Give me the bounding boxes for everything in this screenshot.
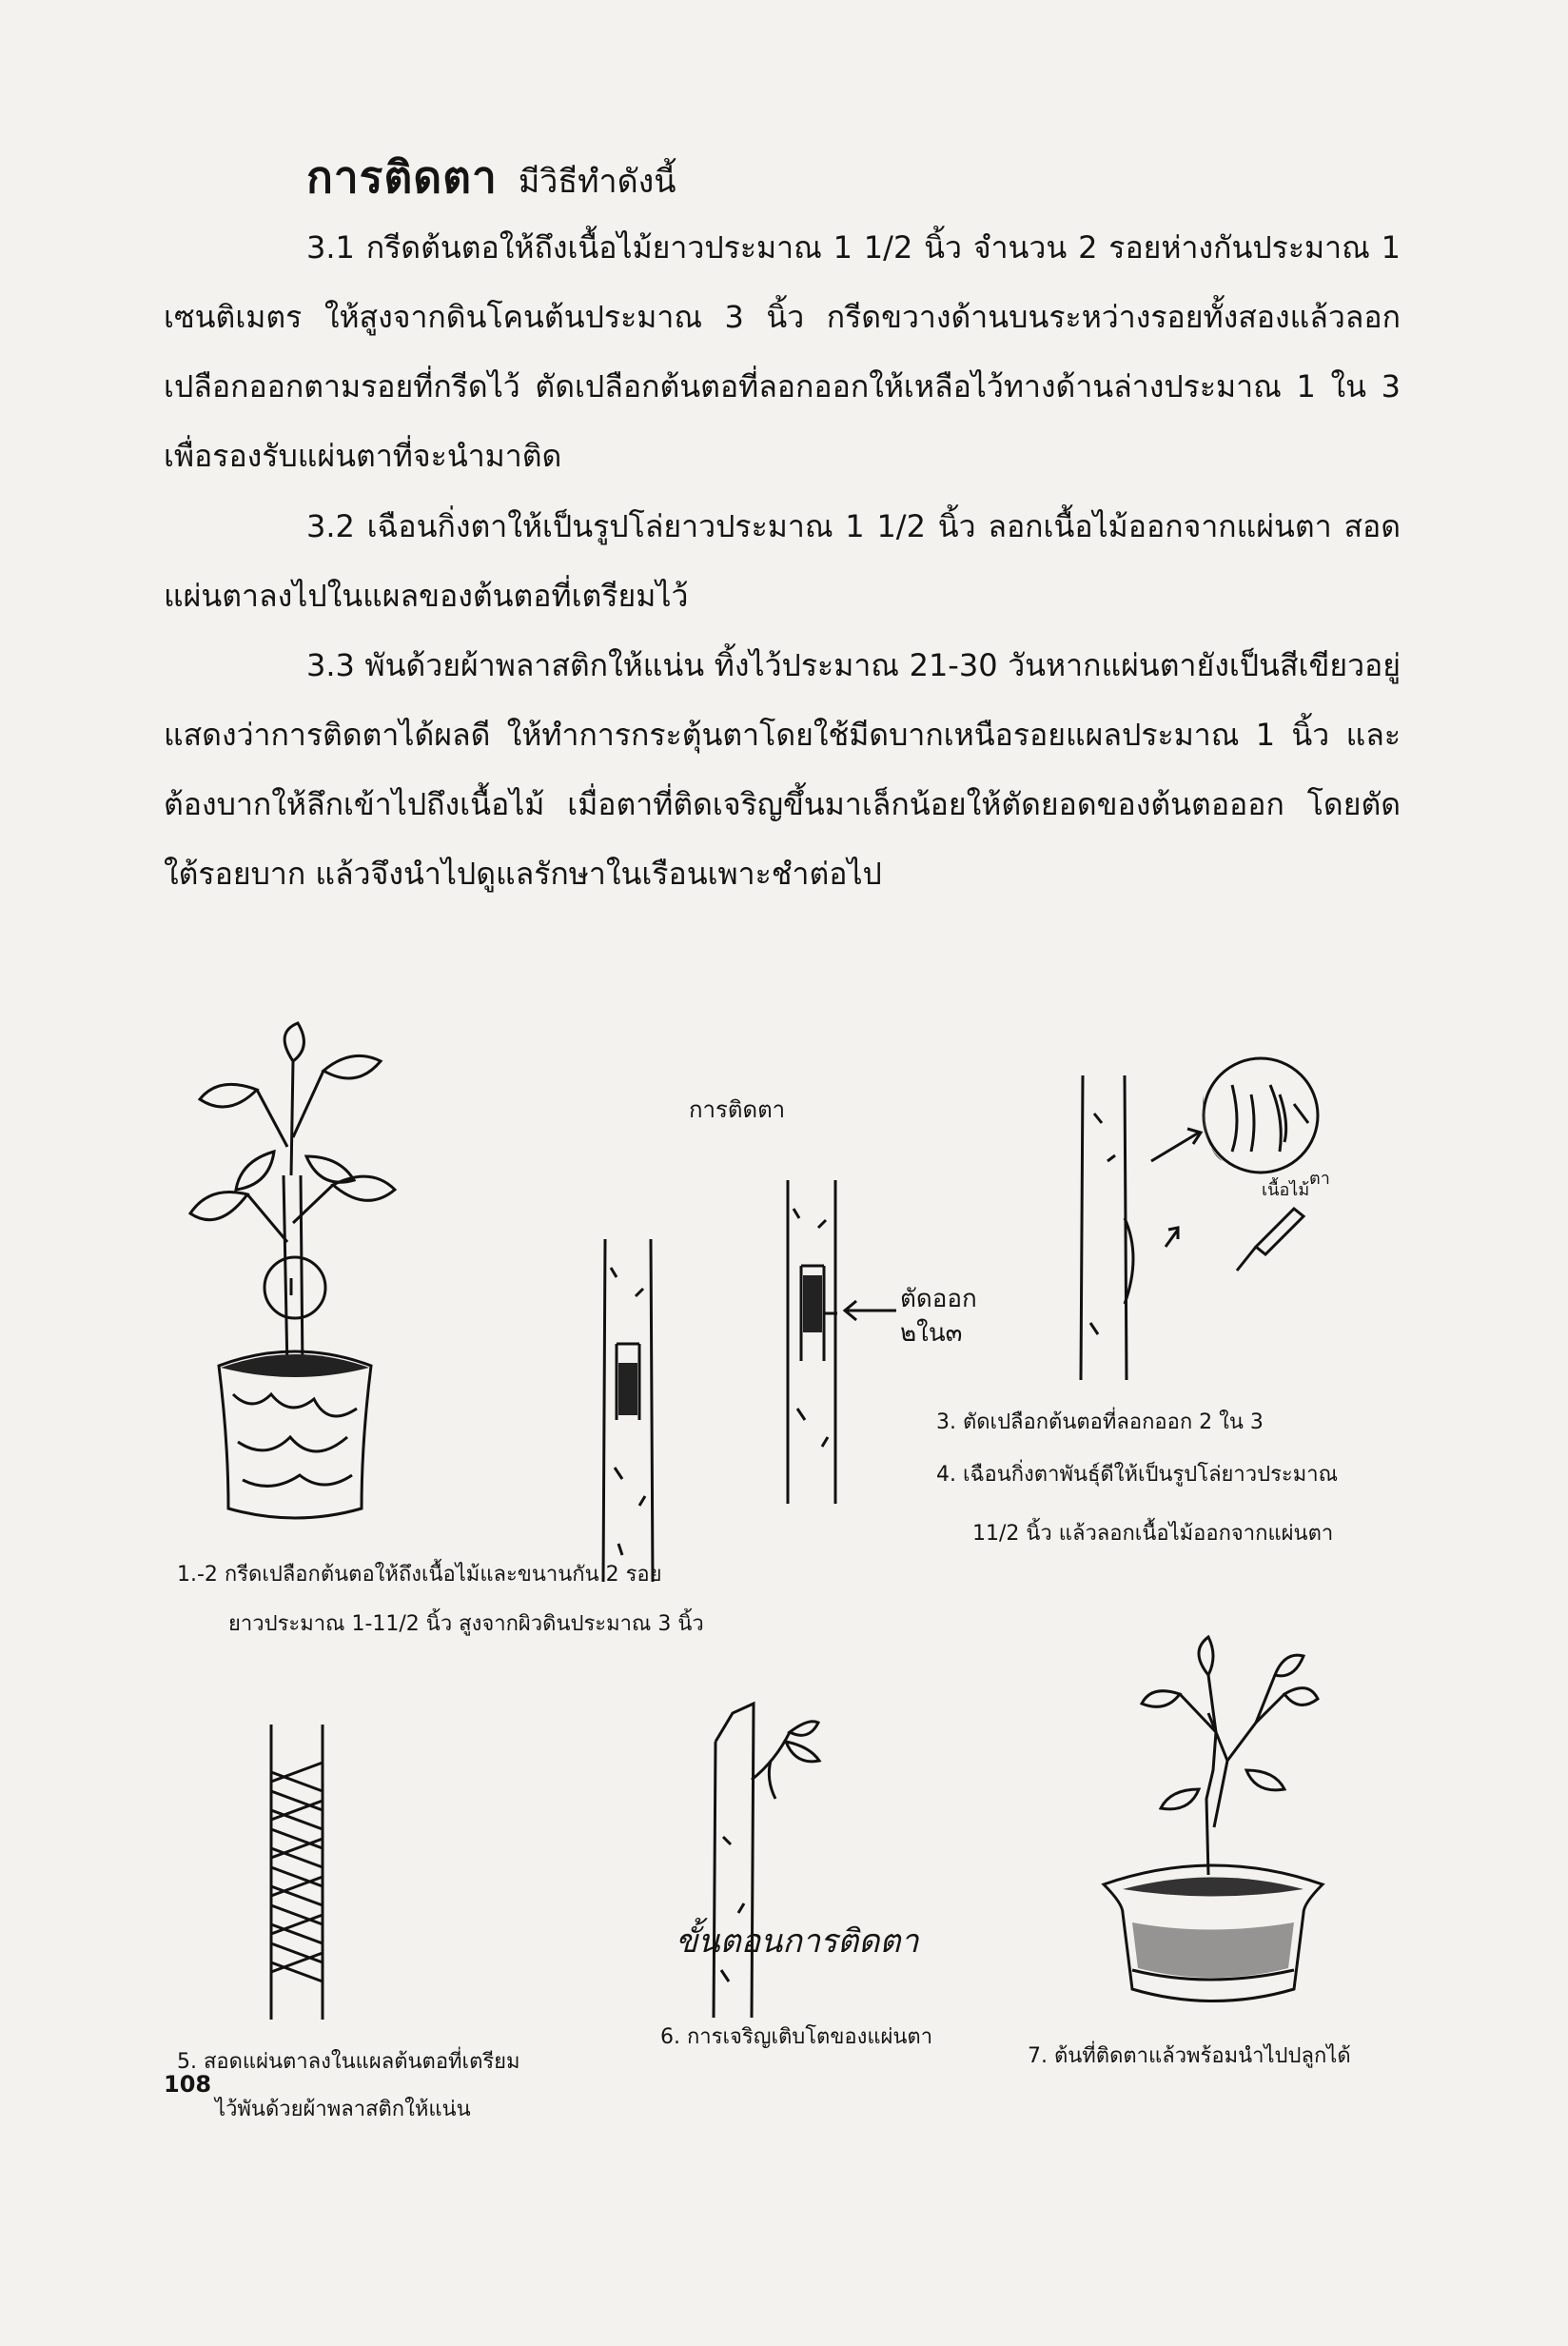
paragraph-3-3: 3.3 พันด้วยผ้าพลาสติกให้แน่น ทิ้งไว้ประมาณ 21-30 วันหากแผ่นตายังเป็นสีเขียวอยู่แสดงว่าการติดตาได้ผลดี ให้ทำการกระตุ้นตาโดยใช้มีดบากเหนือรอยแผลประมาณ 1 นิ้ว และต้องบากให้ลึกเข้าไปถึงเนื้อไม้ เมื่อตาที่ติดเจริญขึ้นมาเล็กน้อยให้ตัดยอดของต้นตอออก โดยตัดใต้รอยบาก แล้วจึงนำไปดูแลรักษาในเรือนเพาะชำต่อไป <box>164 647 1401 892</box>
caption-4-line1: 4. เฉือนกิ่งตาพันธุ์ดีให้เป็นรูปโล่ยาวประมาณ <box>936 1463 1339 1487</box>
paragraph-3-1: 3.1 กรีดต้นตอให้ถึงเนื้อไม้ยาวประมาณ 1 1/2 นิ้ว จำนวน 2 รอยห่างกันประมาณ 1 เซนติเมตร ให้สูงจากดินโคนต้นประมาณ 3 นิ้ว กรีดขวางด้านบนระหว่างรอยทั้งสองแล้วลอกเปลือกออกตามรอยที่กรีดไว้ ตัดเปลือกต้นตอที่ลอกออกให้เหลือไว้ทางด้านล่างประมาณ 1 ใน 3 เพื่อรองรับแผ่นตาที่จะนำมาติด <box>164 229 1401 474</box>
figure-title: การติดตา <box>689 1096 786 1123</box>
label-wood: เนื้อไม้ <box>1262 1180 1310 1200</box>
caption-6: 6. การเจริญเติบโตของแผ่นตา <box>660 2025 933 2049</box>
caption-4-line2: 11/2 นิ้ว แล้วลอกเนื้อไม้ออกจากแผ่นตา <box>972 1522 1334 1546</box>
wrapped-stem-illustration <box>262 1725 338 2020</box>
heading-rest: มีวิธีทำดังนี้ <box>518 163 676 201</box>
bud-growth-illustration <box>695 1704 847 2018</box>
section-heading <box>306 143 676 212</box>
arrow-icon <box>839 1296 896 1325</box>
caption-7: 7. ต้นที่ติดตาแล้วพร้อมนำไปปลูกได้ <box>1028 2044 1351 2068</box>
bark-cut-illustration <box>780 1180 847 1504</box>
figure-main-caption: ขั้นตอนการติดตา <box>676 1922 919 1961</box>
label-cut-off: ตัดออก <box>900 1285 977 1313</box>
caption-5-line2: ไว้พันด้วยผ้าพลาสติกให้แน่น <box>215 2098 471 2121</box>
paragraph-3-2: 3.2 เฉือนกิ่งตาให้เป็นรูปโล่ยาวประมาณ 1 1/2 นิ้ว ลอกเนื้อไม้ออกจากแผ่นตา สอดแผ่นตาลงไปในแผลของต้นตอที่เตรียมไว้ <box>164 508 1401 614</box>
slit-rootstock-illustration <box>598 1239 664 1582</box>
caption-1-2-line2: ยาวประมาณ 1-11/2 นิ้ว สูงจากผิวดินประมาณ 3 นิ้ว <box>228 1612 704 1636</box>
page-number: 108 <box>164 2071 212 2098</box>
label-two-thirds: ๒ใน๓ <box>900 1319 963 1348</box>
heading-bold: การติดตา <box>306 151 498 203</box>
caption-1-2-line1: 1.-2 กรีดเปลือกต้นตอให้ถึงเนื้อไม้และขนานกัน 2 รอย <box>177 1563 662 1587</box>
shield-bud-illustration <box>1066 1056 1351 1380</box>
caption-3: 3. ตัดเปลือกต้นตอที่ลอกออก 2 ใน 3 <box>936 1410 1264 1434</box>
caption-5-line1: 5. สอดแผ่นตาลงในแผลต้นตอที่เตรียม <box>177 2050 520 2074</box>
potted-rootstock-illustration <box>181 1033 409 1528</box>
label-bud: ตา <box>1309 1169 1330 1189</box>
potted-plant-illustration <box>1094 1618 1332 2018</box>
